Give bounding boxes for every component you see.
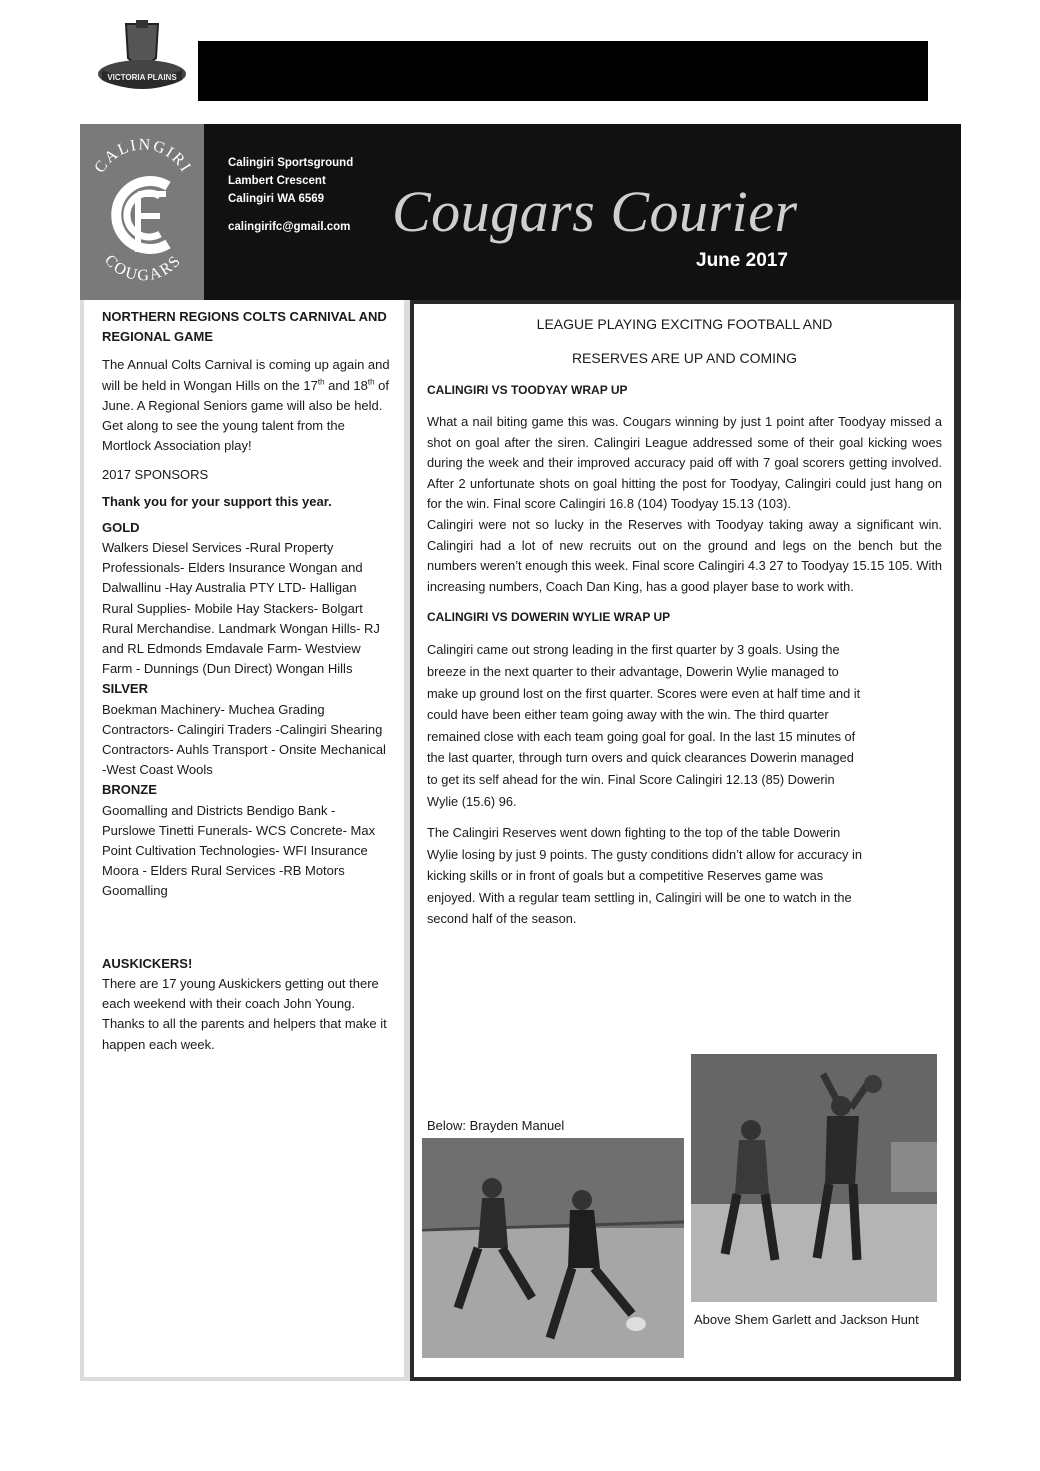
bronze-sponsors: Goomalling and Districts Bendigo Bank - Purslowe Tinetti Funerals- WCS Concrete- Max Point Cultivation Technologies- WFI Insurance Moora - Elders Rural Services -RB Motors Goomalling	[102, 802, 376, 899]
issue-date: June 2017	[696, 250, 788, 271]
silver-label: SILVER	[102, 681, 148, 697]
toodyay-paragraph-1: What a nail biting game this was. Cougars winning by just 1 point after Toodyay missed a shot on goal after the siren. Calingiri League addressed some of their goal kicking woes during the week and their improved accuracy paid off with 7 goal scorers getting involved. After 2 unfortunate shots on goal hitting the post for Toodyay, Calingiri could just hang on for the win. Final score Calingiri 16.8 (104) Toodyay 15.13 (103).	[427, 414, 942, 512]
toodyay-paragraph-2: Calingiri were not so lucky in the Reserves with Toodyay taking away a significant win. Calingiri had a lot of new recruits out on the ground and legs on the bench but the numbers weren’t enough this week. Final score Calingiri 4.3 27 to Toodyay 15.15 105. With increasing numbers, Coach Dan King, has a good player base to work with.	[427, 516, 942, 594]
photo-shem-garlett-jackson-hunt	[691, 1054, 937, 1302]
bronze-label: BRONZE	[102, 782, 157, 798]
sponsors-thanks: Thank you for your support this year.	[102, 493, 332, 509]
club-address	[228, 154, 353, 236]
dowerin-paragraph-2: The Calingiri Reserves went down fighting to the top of the table Dowerin Wylie losing by just 9 points. The gusty conditions didn’t allow for accuracy in kicking skills or in front of goals but a competitive Reserves game was enjoyed. With a regular team settling in, Calingiri will be one to watch in the second half of the season.	[427, 825, 862, 927]
club-email: calingirifc@gmail.com	[228, 221, 351, 233]
svg-text:CALINGIRI: CALINGIRI	[91, 136, 195, 177]
toodyay-heading: CALINGIRI VS TOODYAY WRAP UP	[427, 383, 628, 397]
headline-line-1: LEAGUE PLAYING EXCITNG FOOTBALL AND	[536, 316, 833, 332]
auskick-paragraph: There are 17 young Auskickers getting out there each weekend with their coach John Young. Thanks to all the parents and helpers that make it happen each week.	[102, 975, 387, 1052]
svg-text:VICTORIA PLAINS: VICTORIA PLAINS	[107, 73, 177, 82]
dowerin-heading: CALINGIRI VS DOWERIN WYLIE WRAP UP	[427, 610, 671, 625]
auskick-heading: AUSKICKERS!	[102, 955, 193, 971]
left-column	[80, 300, 410, 1381]
redacted-banner	[198, 41, 928, 101]
sponsors-heading: 2017 SPONSORS	[102, 467, 209, 483]
dowerin-paragraph-1: Calingiri came out strong leading in the first quarter by 3 goals. Using the breeze in the next quarter to their advantage, Dowerin Wylie managed to make up ground lost on the first quarter. Scores were even at half time and it could have been either team going away with the win. The third quarter remained close with each team going goal for goal. In the last 15 minutes of the last quarter, through turn overs and quick clearances Dowerin managed to get its self ahead for the win. Final Score Calingiri 12.13 (85) Dowerin Wylie (15.6) 96.	[427, 642, 861, 809]
photo-caption-left: Below: Brayden Manuel	[427, 1118, 565, 1133]
calingiri-cougars-logo	[80, 124, 204, 300]
masthead	[80, 124, 961, 300]
gold-sponsors: Walkers Diesel Services -Rural Property Professionals- Elders Insurance Wongan and Dalwallinu -Hay Australia PTY LTD- Halligan Rural Supplies- Mobile Hay Stackers- Bolgart Rural Merchandise. Landmark Wongan Hills- RJ and RL Edmonds Emdavale Farm- Westview Farm - Dunnings (Dun Direct) Wongan Hills	[102, 540, 380, 677]
address-line: Lambert Crescent	[228, 175, 326, 187]
victoria-plains-crest-logo	[96, 18, 188, 100]
silver-sponsors: Boekman Machinery- Muchea Grading Contractors- Calingiri Traders -Calingiri Shearing Contractors- Auhls Transport - Onsite Mechanical -West Coast Wools	[102, 701, 386, 778]
photo-caption-right: Above Shem Garlett and Jackson Hunt	[694, 1312, 919, 1327]
newsletter-title: Cougars Courier	[392, 179, 798, 244]
headline-line-2: RESERVES ARE UP AND COMING	[571, 350, 798, 366]
colts-heading: NORTHERN REGIONS COLTS CARNIVAL AND REGIONAL GAME	[102, 309, 387, 345]
colts-paragraph: The Annual Colts Carnival is coming up again and will be held in Wongan Hills on the 17th and 18th of June. A Regional Seniors game will also be held. Get along to see the young talent from the Mortlock Association play!	[102, 357, 390, 454]
svg-text:COUGARS: COUGARS	[100, 251, 186, 285]
photo-brayden-manuel	[422, 1138, 684, 1358]
gold-label: GOLD	[102, 519, 140, 535]
address-line: Calingiri WA 6569	[228, 193, 325, 205]
address-line: Calingiri Sportsground	[228, 157, 354, 169]
